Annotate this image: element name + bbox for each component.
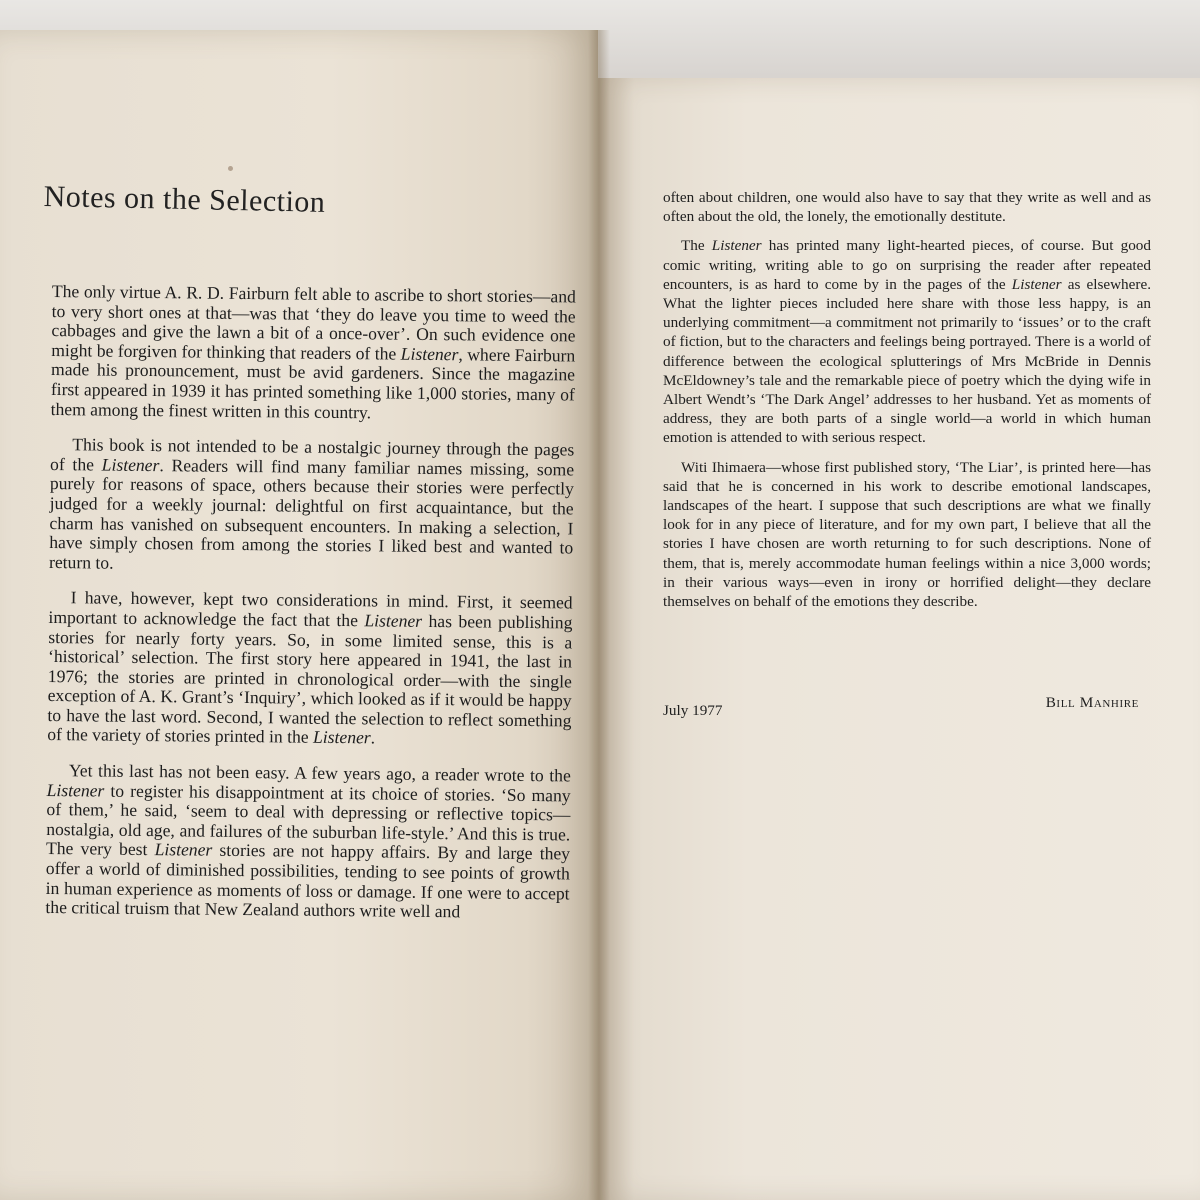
signature-date: July 1977 [663, 702, 723, 719]
right-paragraph-2: The Listener has printed many light-hearted pieces, of course. But good comic writing, writing able to go on surprising the reader after repeated encounters, is as hard to come by in the pages of the Listener as elsewhere. What the lighter pieces included here share with those less happy, is an underlying commitment—a commitment not primarily to ‘issues’ or to the craft of fiction, but to the characters and feelings being portrayed. There is a world of difference between the ecological splutterings of Mrs McBride in Dennis McEldowney’s tale and the remarkable piece of poetry which the dying wife in Albert Wendt’s ‘The Dark Angel’ addresses to her husband. Yet as moments of address, they are both parts of a single world—a world in which human emotion is attended to with serious respect. [663, 237, 1151, 447]
left-paragraph-3: I have, however, kept two considerations in mind. First, it seemed important to acknowledge the fact that the Listener has been publishing stories for nearly forty years. So, in some limited sense, this is a ‘historical’ selection. The first story here appeared in 1941, the last in 1976; the stories are printed in chronological order—with the single exception of A. K. Grant’s ‘Inquiry’, which looked as if it would be happy to have the last word. Second, I wanted the selection to reflect something of the variety of stories printed in the Listener. [47, 587, 573, 748]
left-paragraph-2: This book is not intended to be a nostalgic journey through the pages of the Listener. Readers will find many familiar names missing, some purely for reasons of space, others because their stories were perfectly judged for a weekly journal: delightful on first acquaintance, but the charm has vanished on subsequent encounters. In making a selection, I have simply chosen from among the stories I liked best and wanted to return to. [48, 434, 575, 573]
paper-spot [228, 166, 233, 171]
right-paragraph-1: often about children, one would also have to say that they write as well and as often about the old, the lonely, the emotionally destitute. [663, 189, 1151, 226]
left-paragraph-1: The only virtue A. R. D. Fairburn felt able to ascribe to short stories—and to very short ones at that—was that ‘they do leave you time to weed the cabbages and give the lawn a bit of a once-over’. On such evidence one might be forgiven for thinking that readers of the Listener, where Fairburn made his pronouncement, must be avid gardeners. Since the magazine first appeared in 1939 it has printed something like 1,000 stories, many of them among the finest written in this country. [50, 281, 576, 422]
signature-author: Bill Manhire [1045, 694, 1139, 711]
right-paragraph-3: Witi Ihimaera—whose first published story, ‘The Liar’, is printed here—has said that he is concerned in his work to describe emotional landscapes, landscapes of the heart. I suppose that such descriptions are what we finally look for in any piece of literature, and for my own part, I believe that all the stories I have chosen are worth returning to for such descriptions. None of them, that is, merely accommodate human feelings within a nice 3,000 words; in their various ways—even in irony or horrified delight—they declare themselves on behalf of the emotions they describe. [663, 458, 1151, 611]
page-title: Notes on the Selection [43, 180, 326, 219]
right-column-text [663, 188, 1151, 621]
left-paragraph-4: Yet this last has not been easy. A few years ago, a reader wrote to the Listener to register his disappointment at its choice of stories. ‘So many of them,’ he said, ‘seem to deal with depressing or reflective topics—nostalgia, old age, and failures of the suburban life-style.’ And this is true. The very best Listener stories are not happy affairs. By and large they offer a world of diminished possibilities, tending to see points of growth in human experience as moments of loss or damage. If one were to accept the critical truism that New Zealand authors write well and [45, 760, 571, 922]
book-gutter [588, 30, 610, 1200]
left-column-text [45, 282, 576, 939]
